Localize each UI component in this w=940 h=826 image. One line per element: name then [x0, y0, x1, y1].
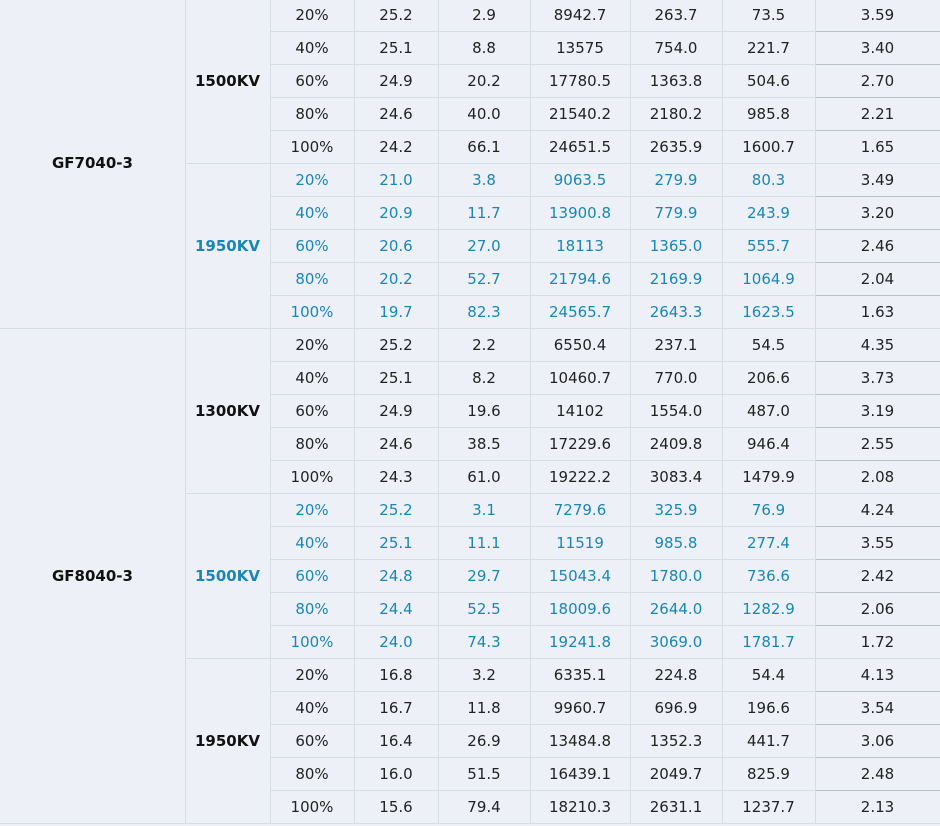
table-cell: 4.13	[860, 665, 895, 684]
table-cell: 2049.7	[649, 764, 703, 783]
table-cell: 54.4	[751, 665, 786, 684]
table-cell: 20.2	[467, 71, 501, 90]
table-cell: 18210.3	[548, 797, 612, 816]
table-cell: 2.21	[860, 104, 895, 123]
table-cell: 504.6	[747, 71, 790, 90]
table-cell: 100%	[290, 632, 334, 651]
table-cell: 11.1	[467, 533, 501, 552]
table-cell: 2169.9	[649, 269, 703, 288]
table-cell: 24.2	[379, 137, 413, 156]
table-cell: 1.63	[860, 302, 895, 321]
table-cell: 224.8	[654, 665, 698, 684]
table-cell: 11519	[556, 533, 604, 552]
table-cell: 946.4	[747, 434, 790, 453]
table-cell: 4.24	[860, 500, 895, 519]
table-cell: 80.3	[751, 170, 786, 189]
table-cell: 2.08	[860, 467, 895, 486]
grid-line	[815, 0, 816, 823]
table-cell: 9063.5	[553, 170, 607, 189]
table-cell: 24565.7	[548, 302, 612, 321]
table-cell: 24.8	[379, 566, 413, 585]
table-cell: 14102	[556, 401, 604, 420]
table-cell: 19222.2	[548, 467, 612, 486]
table-cell: 25.1	[379, 533, 413, 552]
grid-line	[354, 0, 355, 823]
table-cell: 20%	[295, 335, 329, 354]
table-cell: 1623.5	[742, 302, 795, 321]
table-cell: 736.6	[747, 566, 790, 585]
table-cell: 74.3	[467, 632, 501, 651]
table-cell: 2643.3	[649, 302, 703, 321]
table-cell: 3.06	[860, 731, 895, 750]
table-cell: 100%	[290, 302, 334, 321]
table-cell: 3069.0	[649, 632, 703, 651]
table-cell: 21.0	[379, 170, 413, 189]
table-cell: 237.1	[654, 335, 698, 354]
grid-line	[438, 0, 439, 823]
table-cell: 16.4	[379, 731, 413, 750]
table-cell: 2.2	[472, 335, 496, 354]
table-cell: 17229.6	[548, 434, 612, 453]
table-cell: 25.2	[379, 5, 413, 24]
model-label: GF7040-3	[52, 154, 133, 172]
table-cell: 1282.9	[742, 599, 795, 618]
table-cell: 6550.4	[553, 335, 607, 354]
table-cell: 8.8	[472, 38, 496, 57]
grid-line	[630, 0, 631, 823]
table-cell: 985.8	[654, 533, 698, 552]
table-cell: 20%	[295, 5, 329, 24]
table-cell: 20%	[295, 500, 329, 519]
table-cell: 487.0	[747, 401, 790, 420]
grid-line	[722, 0, 723, 823]
table-cell: 24.4	[379, 599, 413, 618]
table-cell: 100%	[290, 797, 334, 816]
table-cell: 80%	[295, 269, 329, 288]
table-cell: 8.2	[472, 368, 496, 387]
table-cell: 9960.7	[553, 698, 607, 717]
grid-line	[530, 0, 531, 823]
table-cell: 20%	[295, 170, 329, 189]
table-cell: 196.6	[747, 698, 790, 717]
table-cell: 1600.7	[742, 137, 795, 156]
table-cell: 7279.6	[553, 500, 607, 519]
table-cell: 24.6	[379, 434, 413, 453]
table-cell: 73.5	[751, 5, 786, 24]
table-cell: 3.40	[860, 38, 895, 57]
table-cell: 61.0	[467, 467, 501, 486]
table-cell: 243.9	[747, 203, 790, 222]
table-cell: 25.2	[379, 335, 413, 354]
table-cell: 1554.0	[649, 401, 703, 420]
table-cell: 825.9	[747, 764, 790, 783]
table-cell: 2.42	[860, 566, 895, 585]
table-cell: 80%	[295, 104, 329, 123]
table-cell: 2180.2	[649, 104, 703, 123]
table-cell: 66.1	[467, 137, 501, 156]
table-cell: 80%	[295, 599, 329, 618]
table-cell: 40%	[295, 203, 329, 222]
table-cell: 2635.9	[649, 137, 703, 156]
table-cell: 754.0	[654, 38, 698, 57]
table-cell: 2.48	[860, 764, 895, 783]
table-cell: 76.9	[751, 500, 786, 519]
table-cell: 2631.1	[649, 797, 703, 816]
table-cell: 696.9	[654, 698, 698, 717]
table-cell: 1780.0	[649, 566, 703, 585]
table-cell: 25.2	[379, 500, 413, 519]
table-cell: 1365.0	[649, 236, 703, 255]
table-cell: 38.5	[467, 434, 501, 453]
table-cell: 100%	[290, 467, 334, 486]
table-cell: 60%	[295, 566, 329, 585]
table-cell: 441.7	[747, 731, 790, 750]
table-cell: 20.2	[379, 269, 413, 288]
table-cell: 21794.6	[548, 269, 612, 288]
table-cell: 279.9	[654, 170, 698, 189]
table-cell: 1.72	[860, 632, 895, 651]
voltage-label: 1500KV	[195, 71, 260, 90]
table-cell: 13900.8	[548, 203, 612, 222]
table-cell: 3.20	[860, 203, 895, 222]
table-cell: 3.54	[860, 698, 895, 717]
table-cell: 20.9	[379, 203, 413, 222]
table-cell: 52.7	[467, 269, 501, 288]
table-cell: 15043.4	[548, 566, 612, 585]
table-cell: 17780.5	[548, 71, 612, 90]
table-cell: 3.55	[860, 533, 895, 552]
table-cell: 60%	[295, 731, 329, 750]
table-cell: 40%	[295, 38, 329, 57]
table-cell: 40%	[295, 368, 329, 387]
table-cell: 3083.4	[649, 467, 703, 486]
table-cell: 2409.8	[649, 434, 703, 453]
table-cell: 2.06	[860, 599, 895, 618]
table-cell: 13484.8	[548, 731, 612, 750]
table-cell: 60%	[295, 236, 329, 255]
table-cell: 3.49	[860, 170, 895, 189]
table-cell: 24.3	[379, 467, 413, 486]
table-cell: 1.65	[860, 137, 895, 156]
grid-line	[270, 823, 815, 824]
table-cell: 11.7	[467, 203, 501, 222]
table-cell: 10460.7	[548, 368, 612, 387]
table-cell: 79.4	[467, 797, 501, 816]
table-cell: 555.7	[747, 236, 790, 255]
table-cell: 27.0	[467, 236, 501, 255]
table-cell: 6335.1	[553, 665, 607, 684]
table-cell: 3.19	[860, 401, 895, 420]
table-cell: 2.70	[860, 71, 895, 90]
table-cell: 21540.2	[548, 104, 612, 123]
table-cell: 20%	[295, 665, 329, 684]
table-cell: 25.1	[379, 38, 413, 57]
table-cell: 15.6	[379, 797, 413, 816]
voltage-label: 1300KV	[195, 401, 260, 420]
table-cell: 206.6	[747, 368, 790, 387]
table-cell: 52.5	[467, 599, 501, 618]
table-cell: 277.4	[747, 533, 790, 552]
voltage-label: 1500KV	[195, 566, 260, 585]
voltage-label: 1950KV	[195, 236, 260, 255]
table-cell: 263.7	[654, 5, 698, 24]
table-cell: 60%	[295, 401, 329, 420]
table-cell: 20.6	[379, 236, 413, 255]
table-cell: 985.8	[747, 104, 790, 123]
table-cell: 25.1	[379, 368, 413, 387]
grid-line	[185, 823, 270, 824]
table-cell: 2644.0	[649, 599, 703, 618]
grid-line	[0, 823, 185, 824]
table-cell: 2.46	[860, 236, 895, 255]
table-cell: 40%	[295, 698, 329, 717]
table-cell: 779.9	[654, 203, 698, 222]
table-cell: 16439.1	[548, 764, 612, 783]
table-cell: 40.0	[467, 104, 501, 123]
table-cell: 770.0	[654, 368, 698, 387]
table-cell: 16.0	[379, 764, 413, 783]
table-cell: 2.13	[860, 797, 895, 816]
table-cell: 3.8	[472, 170, 496, 189]
table-cell: 19.6	[467, 401, 501, 420]
table-cell: 1363.8	[649, 71, 703, 90]
table-cell: 1064.9	[742, 269, 795, 288]
table-cell: 100%	[290, 137, 334, 156]
table-cell: 16.7	[379, 698, 413, 717]
table-cell: 24651.5	[548, 137, 612, 156]
table-cell: 24.9	[379, 401, 413, 420]
table-cell: 40%	[295, 533, 329, 552]
table-cell: 24.9	[379, 71, 413, 90]
table-cell: 4.35	[860, 335, 895, 354]
table-cell: 3.2	[472, 665, 496, 684]
table-cell: 3.73	[860, 368, 895, 387]
table-cell: 1352.3	[649, 731, 703, 750]
voltage-label: 1950KV	[195, 731, 260, 750]
table-cell: 60%	[295, 71, 329, 90]
model-label: GF8040-3	[52, 566, 133, 585]
table-cell: 325.9	[654, 500, 698, 519]
table-cell: 18113	[556, 236, 604, 255]
table-cell: 19241.8	[548, 632, 612, 651]
table-cell: 1237.7	[742, 797, 795, 816]
table-cell: 24.6	[379, 104, 413, 123]
table-cell: 2.9	[472, 5, 496, 24]
grid-line	[185, 0, 186, 823]
table-cell: 11.8	[467, 698, 501, 717]
table-cell: 19.7	[379, 302, 413, 321]
table-cell: 18009.6	[548, 599, 612, 618]
table-cell: 1781.7	[742, 632, 795, 651]
table-cell: 51.5	[467, 764, 501, 783]
table-cell: 80%	[295, 434, 329, 453]
table-cell: 29.7	[467, 566, 501, 585]
table-cell: 24.0	[379, 632, 413, 651]
table-cell: 2.04	[860, 269, 895, 288]
table-cell: 2.55	[860, 434, 895, 453]
table-cell: 54.5	[751, 335, 786, 354]
table-cell: 82.3	[467, 302, 501, 321]
table-cell: 221.7	[747, 38, 790, 57]
table-cell: 3.59	[860, 5, 895, 24]
table-cell: 3.1	[472, 500, 496, 519]
grid-line	[815, 823, 940, 824]
table-cell: 26.9	[467, 731, 501, 750]
table-cell: 13575	[556, 38, 604, 57]
table-cell: 8942.7	[553, 5, 607, 24]
table-cell: 80%	[295, 764, 329, 783]
table-cell: 16.8	[379, 665, 413, 684]
table-cell: 1479.9	[742, 467, 795, 486]
grid-line	[270, 0, 271, 823]
